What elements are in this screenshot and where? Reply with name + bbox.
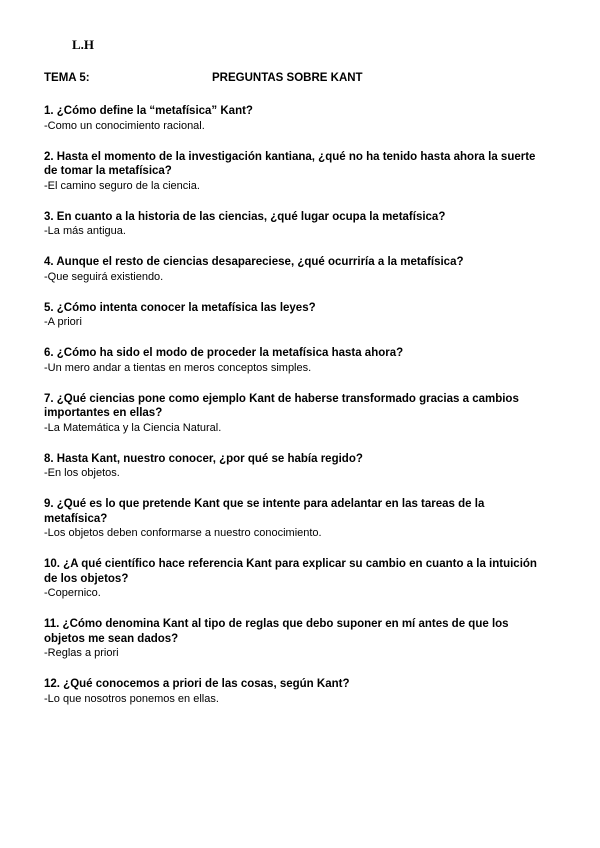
answer-text: -Como un conocimiento racional. bbox=[44, 119, 205, 132]
qa-item-3 bbox=[44, 210, 544, 240]
question-text: 1. ¿Cómo define la “metafísica” Kant? bbox=[44, 105, 253, 117]
question-text: 11. ¿Cómo denomina Kant al tipo de reglas que debo suponer en mí antes de que los objetos me sean dados? bbox=[44, 618, 509, 645]
qa-item-1 bbox=[44, 104, 544, 134]
question-text: 6. ¿Cómo ha sido el modo de proceder la metafísica hasta ahora? bbox=[44, 347, 404, 359]
question-text: 10. ¿A qué científico hace referencia Kant para explicar su cambio en cuanto a la intuición de los objetos? bbox=[44, 558, 537, 585]
question-list bbox=[44, 104, 544, 723]
answer-text: -Un mero andar a tientas en meros conceptos simples. bbox=[44, 361, 312, 374]
qa-item-10 bbox=[44, 557, 544, 601]
qa-item-12 bbox=[44, 677, 544, 707]
topic-number: TEMA 5: bbox=[44, 72, 90, 84]
answer-text: -A priori bbox=[44, 316, 82, 328]
answer-text: -Que seguirá existiendo. bbox=[44, 270, 164, 283]
answer-text: -En los objetos. bbox=[44, 467, 120, 479]
qa-item-2 bbox=[44, 150, 544, 194]
question-text: 7. ¿Qué ciencias pone como ejemplo Kant de haberse transformado gracias a cambios importantes en ellas? bbox=[44, 392, 519, 419]
answer-text: -Reglas a priori bbox=[44, 647, 119, 659]
question-text: 5. ¿Cómo intenta conocer la metafísica las leyes? bbox=[44, 301, 316, 314]
qa-item-6 bbox=[44, 346, 544, 376]
qa-item-11 bbox=[44, 617, 544, 661]
answer-text: -La Matemática y la Ciencia Natural. bbox=[44, 421, 222, 434]
author-initials: L.H bbox=[72, 37, 95, 52]
answer-text: -Lo que nosotros ponemos en ellas. bbox=[44, 692, 219, 705]
answer-text: -Los objetos deben conformarse a nuestro conocimiento. bbox=[44, 527, 322, 539]
answer-text: -La más antigua. bbox=[44, 225, 126, 237]
qa-item-5 bbox=[44, 301, 544, 331]
answer-text: -El camino seguro de la ciencia. bbox=[44, 179, 200, 192]
question-text: 3. En cuanto a la historia de las ciencias, ¿qué lugar ocupa la metafísica? bbox=[44, 210, 446, 223]
qa-item-8 bbox=[44, 452, 544, 482]
qa-item-7 bbox=[44, 392, 544, 436]
qa-item-9 bbox=[44, 497, 544, 541]
question-text: 8. Hasta Kant, nuestro conocer, ¿por qué se había regido? bbox=[44, 452, 363, 465]
answer-text: -Copernico. bbox=[44, 587, 101, 599]
question-text: 2. Hasta el momento de la investigación kantiana, ¿qué no ha tenido hasta ahora la suerte de tomar la metafísica? bbox=[44, 150, 536, 177]
document-title: PREGUNTAS SOBRE KANT bbox=[212, 72, 363, 84]
question-text: 12. ¿Qué conocemos a priori de las cosas, según Kant? bbox=[44, 678, 350, 690]
document-header bbox=[44, 72, 564, 88]
question-text: 4. Aunque el resto de ciencias desapareciese, ¿qué ocurriría a la metafísica? bbox=[44, 256, 464, 268]
qa-item-4 bbox=[44, 255, 544, 285]
question-text: 9. ¿Qué es lo que pretende Kant que se intente para adelantar en las tareas de la metafísica? bbox=[44, 498, 485, 525]
